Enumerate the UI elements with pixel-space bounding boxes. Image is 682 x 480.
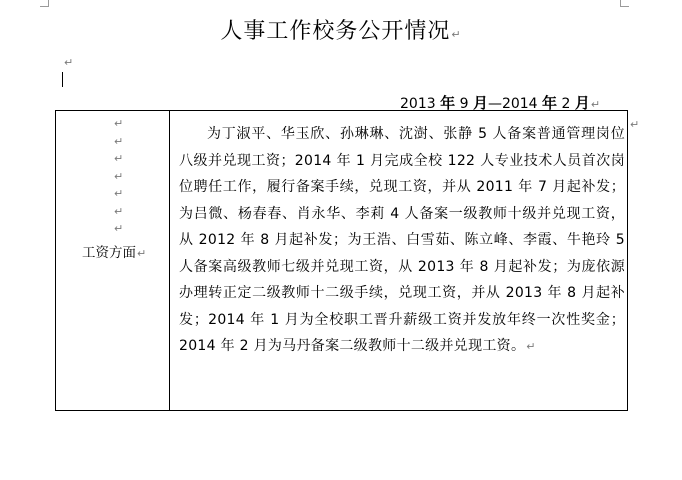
paragraph-mark-icon: ↵ <box>114 204 124 218</box>
paragraph-mark-icon: ↵ <box>137 247 147 260</box>
start-month: 9 <box>459 96 469 112</box>
paragraph-mark-icon: ↵ <box>114 152 124 165</box>
disclosure-table <box>55 110 628 411</box>
document-title <box>0 14 682 45</box>
end-month: 2 <box>561 96 571 112</box>
start-year: 2013 <box>400 96 436 112</box>
paragraph-mark-icon: ↵ <box>114 169 124 183</box>
start-year-unit: 年 <box>440 94 456 112</box>
paragraph-mark-icon: ↵ <box>526 340 536 353</box>
end-of-row-mark-icon: ↵ <box>630 118 640 131</box>
end-year-unit: 年 <box>542 94 558 112</box>
end-year: 2014 <box>501 96 538 112</box>
paragraph-mark-icon: ↵ <box>590 98 601 111</box>
crop-mark-top-right <box>620 0 629 7</box>
date-separator: — <box>487 96 502 112</box>
text-cursor[interactable] <box>62 72 63 87</box>
title-text: 人事工作校务公开情况 <box>220 19 451 44</box>
column-divider <box>169 111 170 410</box>
paragraph-mark-icon: ↵ <box>114 134 124 148</box>
content-cell <box>179 121 625 361</box>
row-label: 工资方面 <box>82 245 136 261</box>
paragraph-mark-icon: ↵ <box>114 222 124 235</box>
row-label-cell <box>82 241 146 261</box>
paragraph-mark-icon: ↵ <box>114 117 124 130</box>
start-month-unit: 月 <box>472 94 488 112</box>
content-text: 为丁淑平、华玉欣、孙琳琳、沈澍、张静 5 人备案普通管理岗位八级并兑现工资；2014 年 1 月完成全校 122 人专业技术人员首次岗位聘任工作，履行备案手续，兑现工资，并从 2011 年 7 月起补发；为吕微、杨春春、肖永华、李莉 4 人备案一级教师十级并兑现工资，从 2012 年 8 月起补发；为王浩、白雪茹、陈立峰、李霞、牛艳玲 5 人备案高级教师七级并兑现工资，从 2013 年 8 月起补发；为庞依源办理转正定二级教师十二级手续，兑现工资，并从 2013 年 8 月起补发；2014 年 1 月为全校职工晋升薪级工资并发放年终一次性奖金；2014 年 2 月为马丹备案二级教师十二级并兑现工资。 <box>179 126 625 354</box>
paragraph-mark-icon: ↵ <box>451 28 462 41</box>
paragraph-mark-icon: ↵ <box>114 187 124 200</box>
crop-mark-top-left <box>40 0 49 7</box>
empty-paragraph-marks <box>114 115 123 238</box>
end-month-unit: 月 <box>574 94 590 112</box>
paragraph-mark-icon: ↵ <box>64 56 74 69</box>
